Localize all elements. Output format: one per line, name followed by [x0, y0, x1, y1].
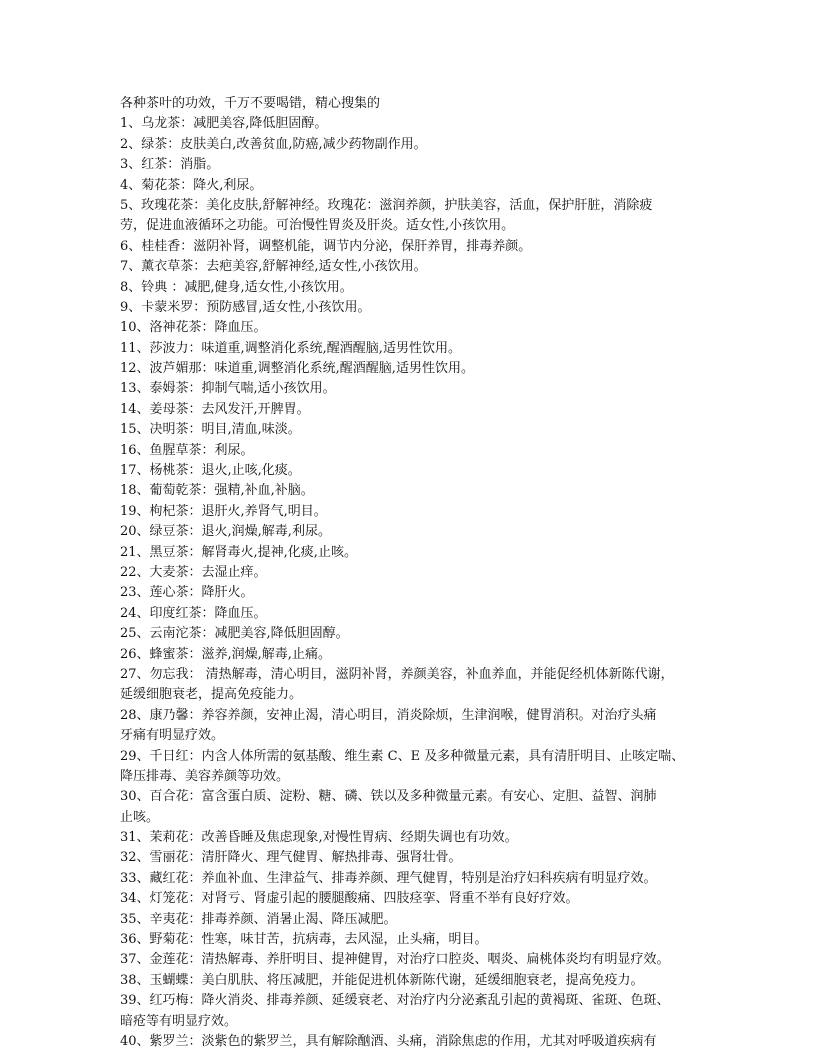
tea-list-item — [120, 645, 720, 665]
tea-list-item — [120, 583, 720, 603]
tea-list-item — [120, 176, 720, 196]
tea-list-item-line: 牙痛有明显疗效。 — [120, 728, 225, 744]
tea-list-item-line: 22、大麦茶：去湿止痒。 — [120, 564, 267, 580]
document-title: 各种茶叶的功效，千万不要喝错，精心搜集的 — [120, 96, 381, 111]
tea-list-item-line: 15、决明茶：明目,清血,味淡。 — [120, 422, 301, 438]
tea-list-item — [120, 624, 720, 644]
tea-list-item — [120, 481, 720, 501]
tea-list-item-line: 劳，促进血液循环之功能。可治慢性胃炎及肝炎。适女性,小孩饮用。 — [120, 218, 515, 234]
tea-list-item-line: 延缓细胞衰老，提高免疫能力。 — [120, 687, 303, 703]
tea-list-item — [120, 747, 720, 788]
tea-list-item — [120, 339, 720, 359]
tea-list-item-line: 11、莎波力：味道重,调整消化系统,醒酒醒脑,适男性饮用。 — [120, 340, 461, 356]
tea-list-item — [120, 828, 720, 848]
tea-list-item-line: 21、黑豆茶：解肾毒火,提神,化痰,止咳。 — [120, 544, 357, 560]
tea-list-item-line: 12、波芦媚那：味道重,调整消化系统,醒酒醒脑,适男性饮用。 — [120, 361, 474, 377]
tea-list-item-line: 4、菊花茶：降火,利尿。 — [120, 177, 263, 193]
tea-list-item — [120, 379, 720, 399]
tea-list-item-line: 止咳。 — [120, 809, 160, 825]
tea-list-item — [120, 604, 720, 624]
tea-list-item — [120, 522, 720, 542]
tea-list-item — [120, 706, 720, 747]
tea-list-item — [120, 278, 720, 298]
tea-list-item-line: 9、卡蒙米罗：预防感冒,适女性,小孩饮用。 — [120, 299, 371, 315]
tea-list-item-line: 24、印度红茶：降血压。 — [120, 605, 267, 621]
tea-list-item-line: 18、葡萄乾茶：强精,补血,补脑。 — [120, 483, 314, 499]
tea-list-item-line: 35、辛夷花：排毒养颜、消暑止渴、降压减肥。 — [120, 911, 397, 927]
tea-list-item-line: 暗疮等有明显疗效。 — [120, 1013, 238, 1029]
tea-list-item-line: 2、绿茶：皮肤美白,改善贫血,防癌,减少药物副作用。 — [120, 136, 427, 152]
tea-list-item-line: 7、薰衣草茶：去疤美容,舒解神经,适女性,小孩饮用。 — [120, 259, 427, 275]
tea-list-item — [120, 543, 720, 563]
tea-list-item-line: 30、百合花：富含蛋白质、淀粉、糖、磷、铁以及多种微量元素。有安心、定胆、益智、润肺 — [120, 789, 657, 805]
tea-list — [120, 114, 720, 1052]
tea-list-item — [120, 502, 720, 522]
tea-list-item-line: 25、云南沱茶：减肥美容,降低胆固醇。 — [120, 626, 349, 642]
tea-list-item — [120, 665, 720, 706]
tea-list-item — [120, 318, 720, 338]
tea-list-item-line: 17、杨桃茶：退火,止咳,化痰。 — [120, 463, 301, 479]
tea-list-item — [120, 971, 720, 991]
tea-list-item-line: 23、莲心茶：降肝火。 — [120, 585, 254, 601]
tea-list-item-line: 39、红巧梅：降火消炎、排毒养颜、延缓衰老、对治疗内分泌紊乱引起的黄褐斑、雀斑、色斑、 — [120, 993, 670, 1009]
tea-list-item — [120, 869, 720, 889]
tea-list-item — [120, 563, 720, 583]
tea-list-item-line: 19、枸杞茶：退肝火,养肾气,明目。 — [120, 503, 327, 519]
tea-list-item — [120, 155, 720, 175]
tea-list-item — [120, 114, 720, 134]
tea-list-item — [120, 237, 720, 257]
tea-list-item-line: 33、藏红花：养血补血、生津益气、排毒养颜、理气健胃，特别是治疗妇科疾病有明显疗效。 — [120, 870, 657, 886]
tea-list-item-line: 16、鱼腥草茶：利尿。 — [120, 442, 254, 458]
tea-list-item — [120, 848, 720, 868]
tea-list-item-line: 26、蜂蜜茶：滋养,润燥,解毒,止痛。 — [120, 646, 331, 662]
tea-list-item — [120, 461, 720, 481]
tea-list-item-line: 10、洛神花茶：降血压。 — [120, 320, 267, 336]
tea-list-item-line: 34、灯笼花：对肾亏、肾虚引起的腰腿酸痛、四肢痉挛、肾重不举有良好疗效。 — [120, 891, 579, 907]
tea-list-item — [120, 196, 720, 237]
tea-list-item-line: 降压排毒、美容养颜等功效。 — [120, 768, 290, 784]
document-page — [120, 94, 720, 1052]
tea-list-item — [120, 910, 720, 930]
tea-list-item-line: 29、千日红：内含人体所需的氨基酸、维生素 C、E 及多种微量元素，具有清肝明目、止咳定喘、 — [120, 748, 685, 764]
tea-list-item — [120, 359, 720, 379]
tea-list-item — [120, 400, 720, 420]
tea-list-item — [120, 991, 720, 1032]
tea-list-item-line: 14、姜母茶：去风发汗,开脾胃。 — [120, 401, 310, 417]
tea-list-item-line: 31、茉莉花：改善昏睡及焦虑现象,对慢性胃病、经期失调也有功效。 — [120, 830, 518, 846]
tea-list-item-line: 40、紫罗兰：淡紫色的紫罗兰，具有解除酗酒、头痛，消除焦虑的作用，尤其对呼吸道疾病有 — [120, 1033, 657, 1049]
tea-list-item-line: 20、绿豆茶：退火,润燥,解毒,利尿。 — [120, 524, 331, 540]
tea-list-item — [120, 950, 720, 970]
tea-list-item — [120, 420, 720, 440]
tea-list-item-line: 37、金莲花：清热解毒、养肝明目、提神健胃，对治疗口腔炎、咽炎、扁桃体炎均有明显疗效。 — [120, 952, 670, 968]
tea-list-item — [120, 889, 720, 909]
tea-list-item-line: 3、红茶：消脂。 — [120, 157, 220, 173]
tea-list-item-line: 32、雪丽花：清肝降火、理气健胃、解热排毒、强肾壮骨。 — [120, 850, 462, 866]
tea-list-item-line: 1、乌龙茶：减肥美容,降低胆固醇。 — [120, 116, 328, 132]
tea-list-item — [120, 787, 720, 828]
tea-list-item — [120, 298, 720, 318]
tea-list-item-line: 38、玉蝴蝶：美白肌肤、将压减肥，并能促进机体新陈代谢，延缓细胞衰老，提高免疫力。 — [120, 972, 644, 988]
tea-list-item — [120, 930, 720, 950]
tea-list-item — [120, 135, 720, 155]
tea-list-item-line: 5、玫瑰花茶：美化皮肤,舒解神经。玫瑰花：滋润养颜，护肤美容，活血，保护肝脏，消除疲 — [120, 197, 653, 213]
tea-list-item-line: 6、桂桂香：滋阴补肾，调整机能，调节内分泌，保肝养胃，排毒养颜。 — [120, 238, 532, 254]
tea-list-item — [120, 257, 720, 277]
tea-list-item-line: 36、野菊花：性寒，味甘苦，抗病毒，去风湿，止头痛，明目。 — [120, 932, 488, 948]
tea-list-item — [120, 1032, 720, 1052]
tea-list-item — [120, 441, 720, 461]
tea-list-item-line: 8、铃典 ：减肥,健身,适女性,小孩饮用。 — [120, 279, 353, 295]
tea-list-item-line: 13、泰姆茶：抑制气喘,适小孩饮用。 — [120, 381, 336, 397]
tea-list-item-line: 27、勿忘我： 清热解毒，清心明目，滋阴补肾，养颜美容，补血养血，并能促经机体新陈代谢， — [120, 666, 674, 682]
tea-list-item-line: 28、康乃馨：养容养颜，安神止渴，清心明目，消炎除烦，生津润喉，健胃消积。对治疗头痛 — [120, 707, 657, 723]
